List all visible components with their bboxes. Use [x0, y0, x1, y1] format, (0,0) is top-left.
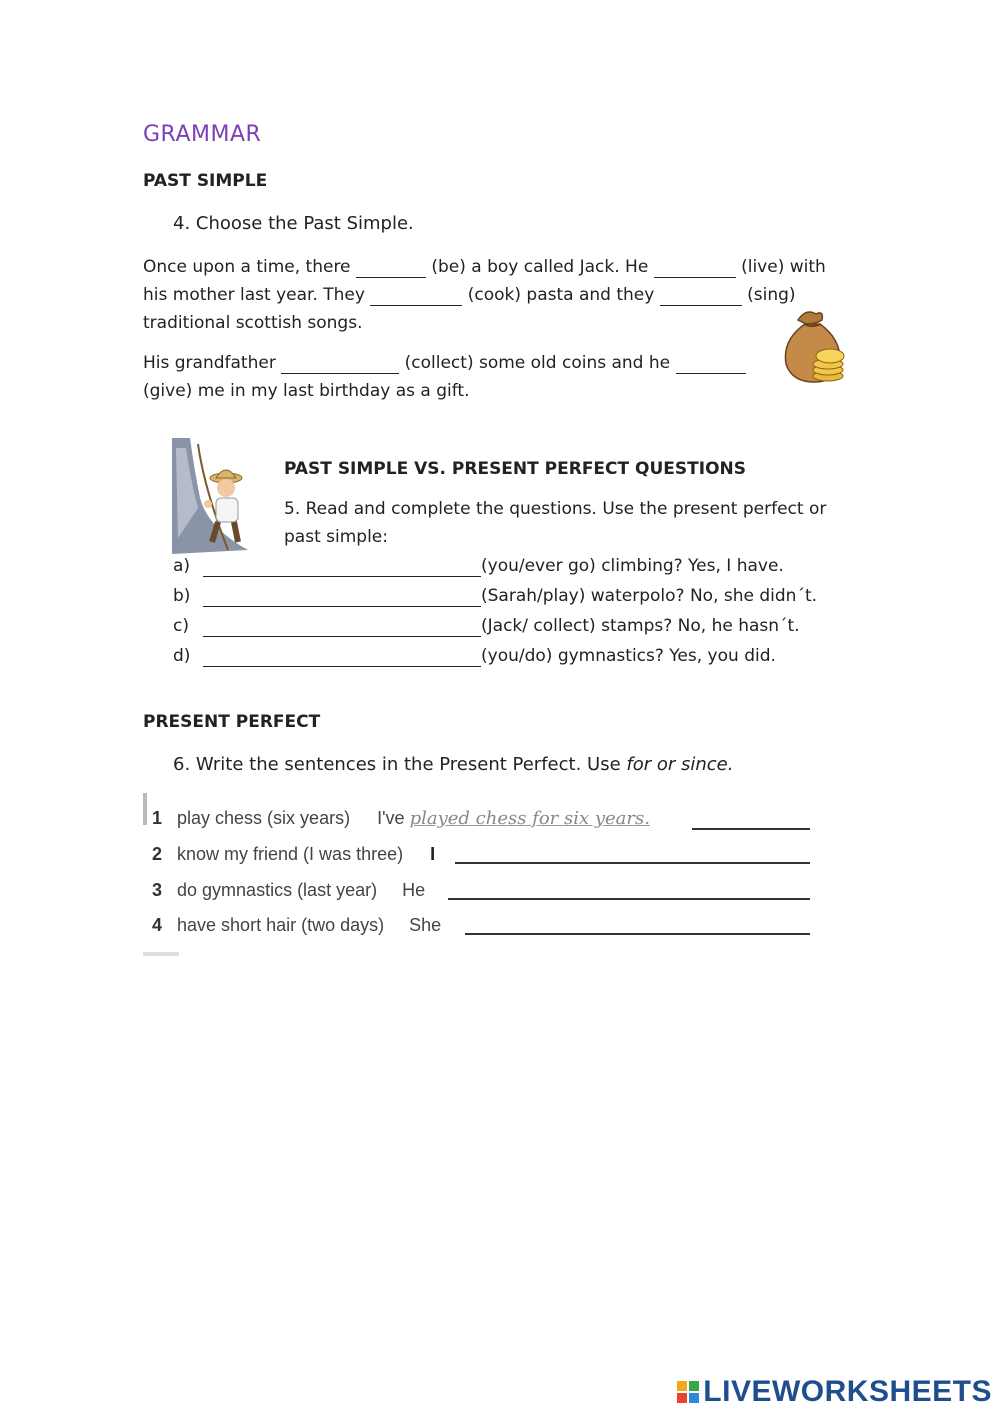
- question-c-input[interactable]: [203, 616, 481, 637]
- page-title: GRAMMAR: [143, 122, 262, 147]
- answer-line-3: [448, 876, 810, 900]
- question-row: d) (you/do) gymnastics? Yes, you did.: [173, 646, 776, 666]
- pp-row: 3 do gymnastics (last year) He: [152, 880, 426, 900]
- paragraph-1-line-3: traditional scottish songs.: [143, 313, 363, 333]
- example-answer: played chess for six years.: [409, 808, 650, 829]
- answer-input-4[interactable]: [465, 911, 814, 933]
- question-a-input[interactable]: [203, 556, 481, 577]
- blank-cook[interactable]: [370, 285, 462, 306]
- scan-edge-mark: [143, 793, 147, 825]
- coin-bag-icon: [778, 306, 848, 384]
- paragraph-2-line-1: His grandfather (collect) some old coins and he: [143, 349, 843, 377]
- climber-boy-icon: [168, 438, 256, 554]
- question-b-input[interactable]: [203, 586, 481, 607]
- section-heading-past-vs-present: PAST SIMPLE VS. PRESENT PERFECT QUESTIONS: [284, 459, 746, 479]
- exercise-5-instruction-line-1: 5. Read and complete the questions. Use the present perfect or: [284, 499, 827, 519]
- logo-squares-icon: [677, 1381, 699, 1403]
- exercise-5-instruction-line-2: past simple:: [284, 527, 388, 547]
- paragraph-1: [143, 253, 843, 337]
- blank-be[interactable]: [356, 257, 426, 278]
- paragraph-2: [143, 349, 843, 405]
- blank-give[interactable]: [676, 353, 746, 374]
- section-heading-past-simple: PAST SIMPLE: [143, 171, 268, 191]
- answer-line-2: [455, 840, 810, 864]
- blank-sing[interactable]: [660, 285, 742, 306]
- section-heading-present-perfect: PRESENT PERFECT: [143, 712, 321, 732]
- paragraph-1-line-1: Once upon a time, there (be) a boy called Jack. He (live) with: [143, 257, 826, 277]
- blank-live[interactable]: [654, 257, 736, 278]
- question-d-input[interactable]: [203, 646, 481, 667]
- blank-collect[interactable]: [281, 353, 399, 374]
- paragraph-1-line-2: his mother last year. They (cook) pasta and they (sing): [143, 285, 796, 305]
- answer-line-4: [465, 911, 810, 935]
- question-row: a) (you/ever go) climbing? Yes, I have.: [173, 556, 784, 576]
- pp-row: 2 know my friend (I was three) I: [152, 844, 436, 864]
- pp-row: 1 play chess (six years) I've played chess for six years.: [152, 808, 650, 829]
- liveworksheets-logo: LIVEWORKSHEETS: [677, 1375, 992, 1409]
- paragraph-2-line-2: (give) me in my last birthday as a gift.: [143, 381, 470, 401]
- scan-edge-mark: [143, 952, 179, 956]
- answer-line-1-extension: [692, 806, 810, 830]
- pp-row: 4 have short hair (two days) She: [152, 915, 442, 935]
- question-row: c) (Jack/ collect) stamps? No, he hasn´t.: [173, 616, 800, 636]
- exercise-4-instruction: 4. Choose the Past Simple.: [173, 213, 414, 234]
- answer-input-3[interactable]: [448, 876, 814, 898]
- answer-input-2[interactable]: [455, 840, 814, 862]
- exercise-6-instruction: 6. Write the sentences in the Present Perfect. Use for or since.: [173, 754, 734, 775]
- question-row: b) (Sarah/play) waterpolo? No, she didn´t.: [173, 586, 818, 606]
